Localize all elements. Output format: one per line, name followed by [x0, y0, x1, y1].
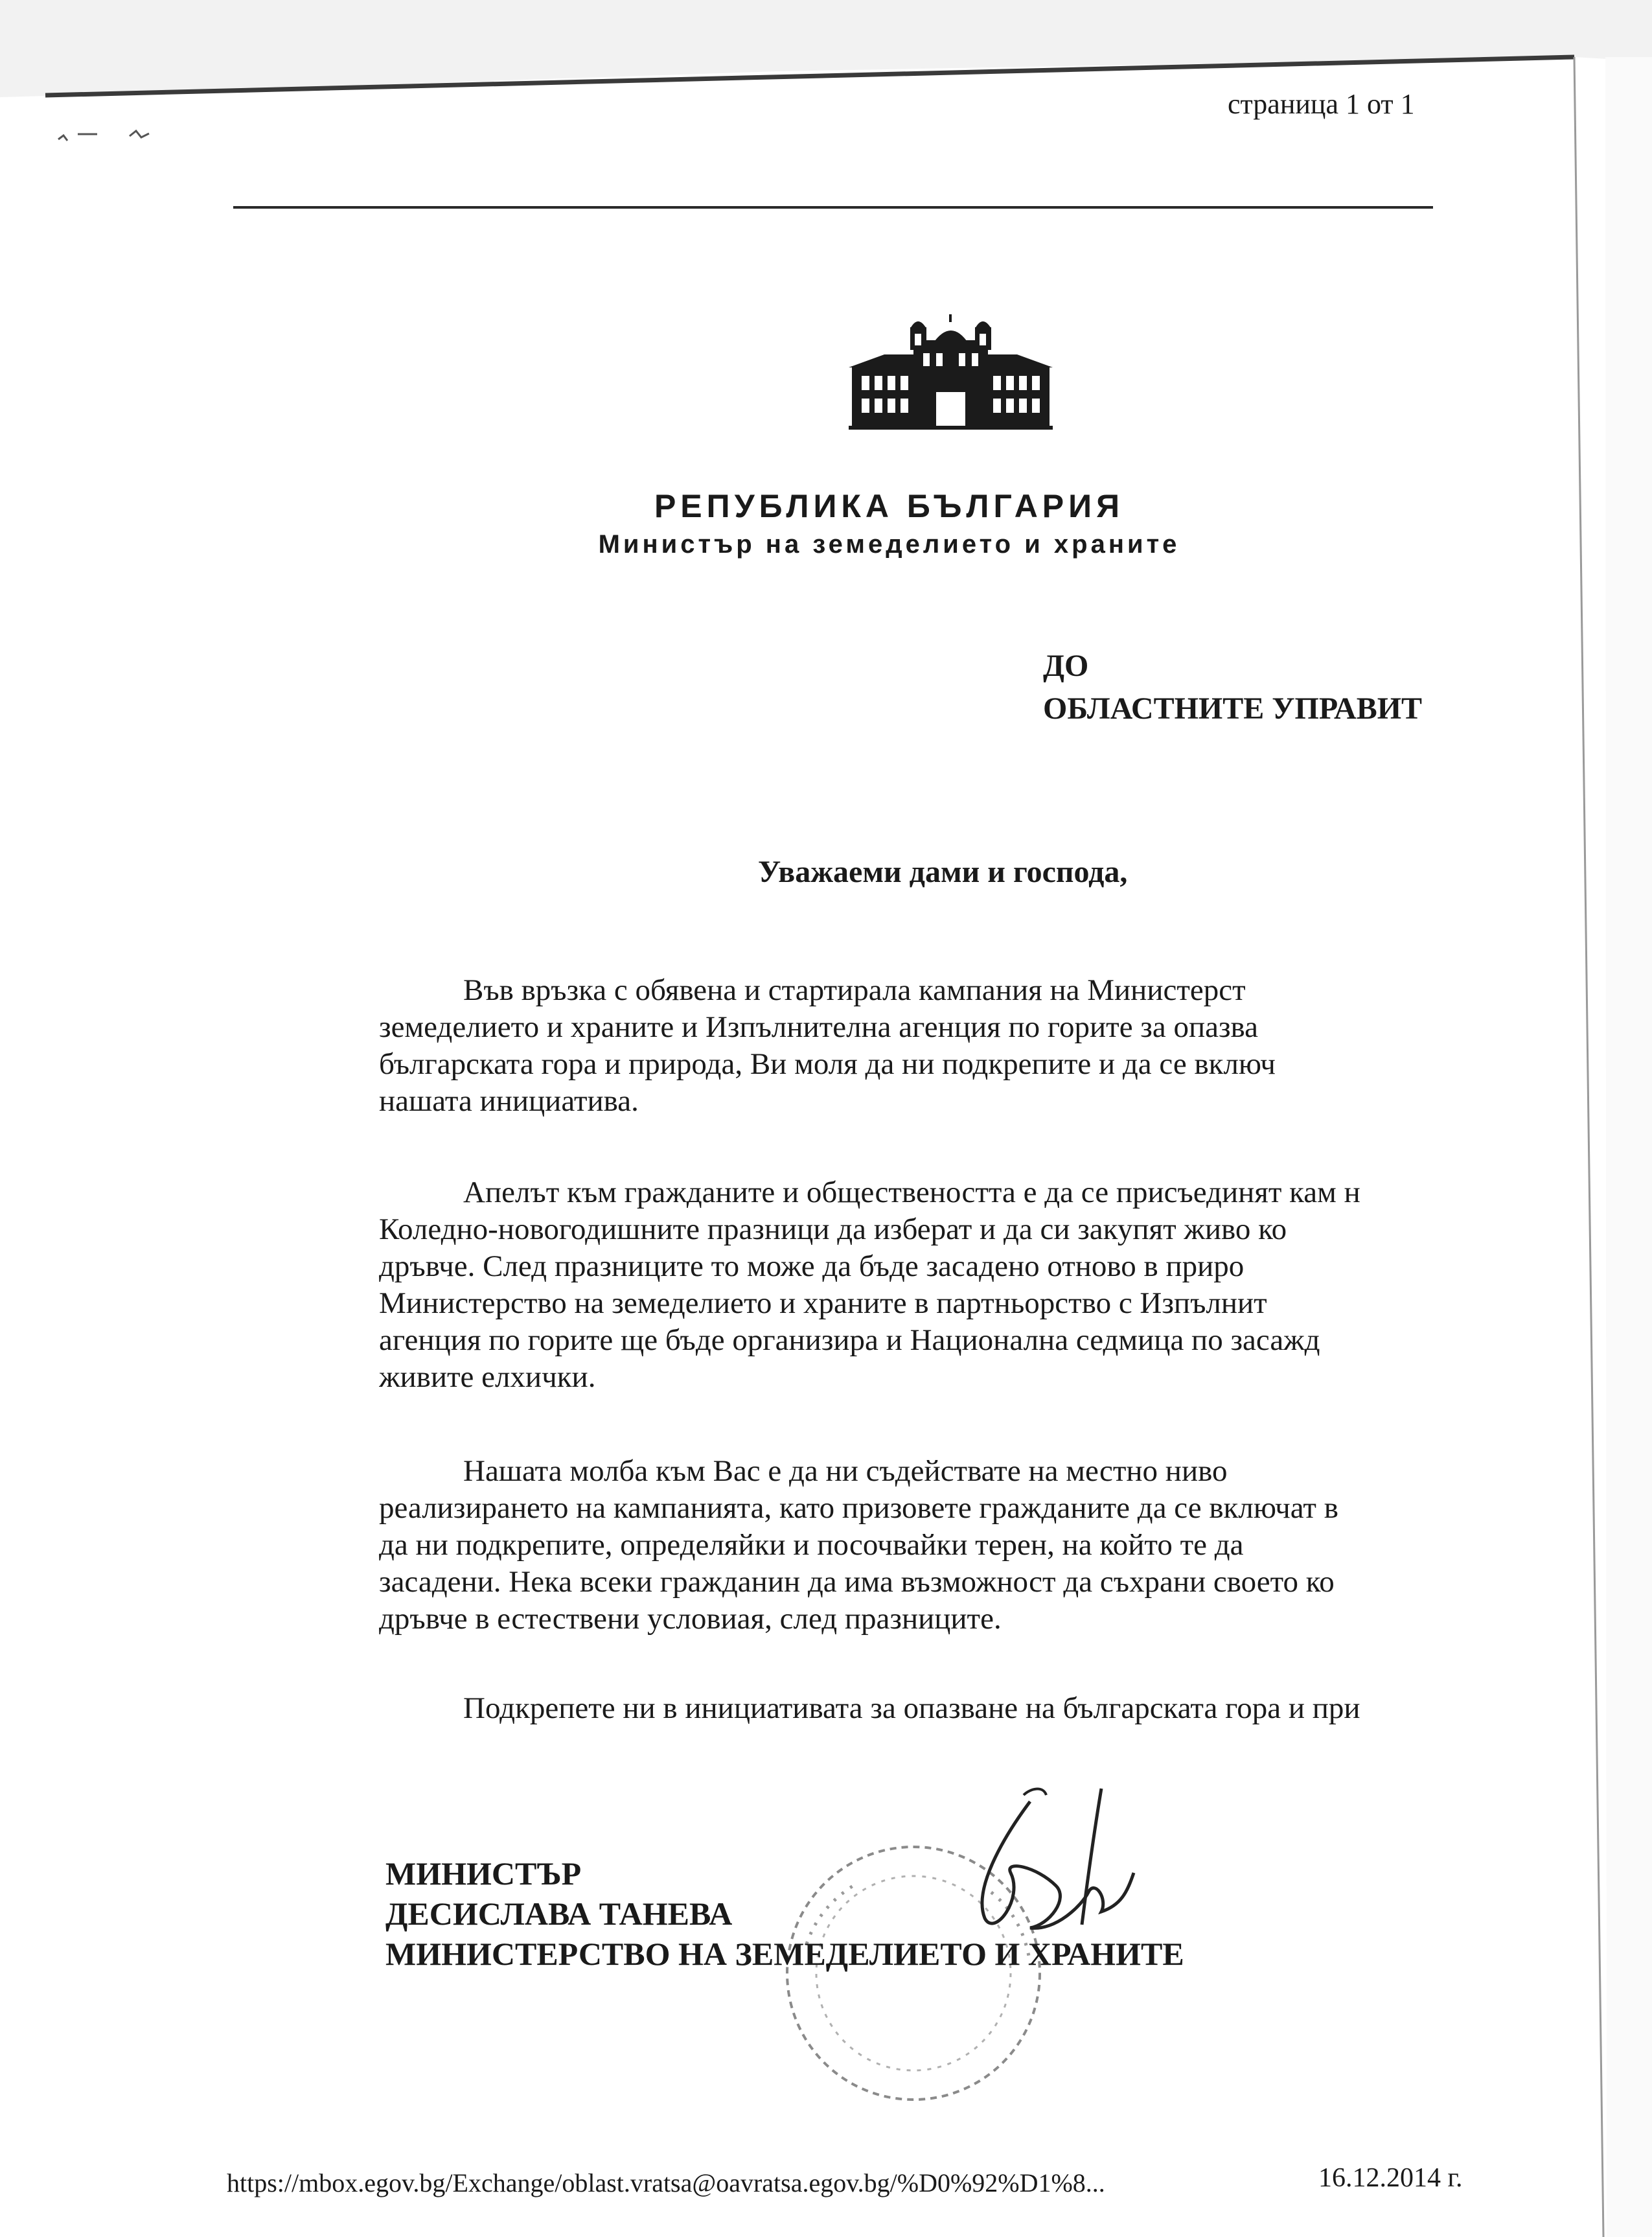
body-paragraph: [379, 972, 1474, 1128]
paragraph-line: нашата инициатива.: [379, 1084, 639, 1118]
addressee-line: ДО: [1043, 649, 1089, 683]
paragraph-line: земеделието и храните и Изпълнителна агенция по горите за опазва: [379, 1010, 1258, 1044]
handwritten-signature-icon: [933, 1776, 1147, 1964]
letterhead-office: Министър на земеделието и храните: [598, 530, 1180, 559]
page-indicator: страница 1 от 1: [1228, 88, 1415, 120]
addressee-block: [1043, 645, 1451, 742]
footer-date: 16.12.2014 г.: [1318, 2163, 1463, 2193]
paragraph-line: дръвче в естествени условиая, след празниците.: [379, 1602, 1002, 1636]
paragraph-line: засадени. Нека всеки гражданин да има възможност да съхрани своето ко: [379, 1565, 1335, 1599]
signer-name: ДЕСИСЛАВА ТАНЕВА: [385, 1895, 733, 1932]
footer-url: https://mbox.egov.bg/Exchange/oblast.vratsa@oavratsa.egov.bg/%D0%92%D1%8...: [227, 2168, 1105, 2197]
paragraph-line: Министерство на земеделието и храните в партньорство с Изпълнит: [379, 1286, 1267, 1320]
paragraph-line: дръвче. След празниците то може да бъде засадено отново в приро: [379, 1249, 1245, 1283]
header-divider: [233, 206, 1433, 209]
body-paragraph: [379, 1453, 1474, 1647]
margin-scribble-icon: [52, 120, 181, 152]
body-paragraph: [379, 1690, 1474, 1735]
paragraph-line: Апелът към гражданите и обществеността е да се присъединят кам н: [463, 1176, 1360, 1209]
greeting: Уважаеми дами и господа,: [758, 855, 1128, 889]
paragraph-line: Коледно-новогодишните празници да изберат и да си закупят живо ко: [379, 1212, 1287, 1246]
body-paragraph: [379, 1174, 1474, 1414]
letterhead-country: РЕПУБЛИКА БЪЛГАРИЯ: [654, 488, 1125, 524]
parliament-building-icon: [845, 314, 1056, 431]
paragraph-line: живите елхички.: [379, 1360, 596, 1394]
paragraph-line: Подкрепете ни в инициативата за опазване на българската гора и при: [463, 1691, 1360, 1725]
signer-ministry: МИНИСТЕРСТВО НА ЗЕМЕДЕЛИЕТО И ХРАНИТЕ: [385, 1936, 1184, 1972]
paragraph-line: агенция по горите ще бъде организира и Национална седмица по засажд: [379, 1323, 1320, 1357]
signer-title: МИНИСТЪР: [385, 1855, 582, 1892]
paragraph-line: реализирането на кампанията, като призовете гражданите да се включат в: [379, 1491, 1338, 1525]
paragraph-line: Нашата молба към Вас е да ни съдействате на местно ниво: [463, 1454, 1228, 1488]
addressee-line: ОБЛАСТНИТЕ УПРАВИТ: [1043, 691, 1423, 726]
paragraph-line: Във връзка с обявена и стартирала кампания на Министерст: [463, 973, 1246, 1007]
paragraph-line: българската гора и природа, Ви моля да ни подкрепите и да се включ: [379, 1047, 1276, 1081]
paragraph-line: да ни подкрепите, определяйки и посочвайки терен, на който те да: [379, 1528, 1244, 1562]
